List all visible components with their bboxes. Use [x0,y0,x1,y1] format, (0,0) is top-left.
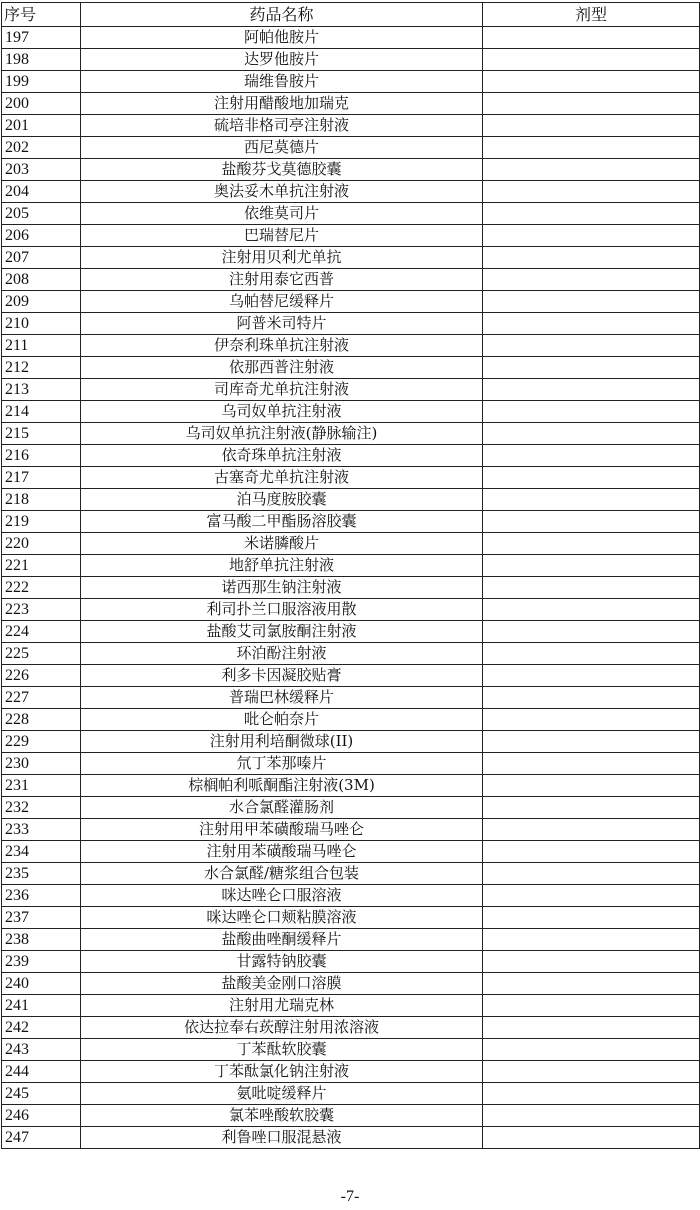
row-dosage-form [483,797,700,819]
row-index: 240 [2,973,81,995]
table-row [2,599,700,621]
row-drug-name: 乌司奴单抗注射液 [81,401,483,423]
row-drug-name: 丁苯酞软胶囊 [81,1039,483,1061]
table-row [2,819,700,841]
row-dosage-form [483,335,700,357]
row-dosage-form [483,929,700,951]
row-index: 224 [2,621,81,643]
row-index: 225 [2,643,81,665]
table-row [2,1083,700,1105]
row-index: 231 [2,775,81,797]
row-index: 230 [2,753,81,775]
row-dosage-form [483,159,700,181]
row-drug-name: 注射用苯磺酸瑞马唑仑 [81,841,483,863]
row-drug-name: 注射用利培酮微球(II) [81,731,483,753]
row-drug-name: 盐酸芬戈莫德胶囊 [81,159,483,181]
row-index: 202 [2,137,81,159]
row-drug-name: 咪达唑仑口颊粘膜溶液 [81,907,483,929]
row-drug-name: 注射用贝利尤单抗 [81,247,483,269]
row-drug-name: 盐酸曲唑酮缓释片 [81,929,483,951]
row-index: 243 [2,1039,81,1061]
row-index: 222 [2,577,81,599]
table-row [2,511,700,533]
row-drug-name: 乌帕替尼缓释片 [81,291,483,313]
row-dosage-form [483,357,700,379]
row-index: 219 [2,511,81,533]
row-drug-name: 西尼莫德片 [81,137,483,159]
row-drug-name: 利鲁唑口服混悬液 [81,1127,483,1149]
table-row [2,379,700,401]
row-drug-name: 盐酸艾司氯胺酮注射液 [81,621,483,643]
table-row [2,665,700,687]
row-dosage-form [483,401,700,423]
row-drug-name: 注射用尤瑞克林 [81,995,483,1017]
row-index: 211 [2,335,81,357]
table-row [2,951,700,973]
table-row [2,445,700,467]
table-row [2,533,700,555]
table-row [2,269,700,291]
table-row [2,247,700,269]
row-dosage-form [483,379,700,401]
row-index: 236 [2,885,81,907]
table-row [2,621,700,643]
table-row [2,423,700,445]
row-index: 207 [2,247,81,269]
row-index: 232 [2,797,81,819]
row-index: 218 [2,489,81,511]
table-row [2,291,700,313]
row-drug-name: 阿普米司特片 [81,313,483,335]
row-drug-name: 巴瑞替尼片 [81,225,483,247]
row-drug-name: 注射用甲苯磺酸瑞马唑仑 [81,819,483,841]
row-index: 204 [2,181,81,203]
row-dosage-form [483,577,700,599]
row-dosage-form [483,951,700,973]
row-index: 209 [2,291,81,313]
row-index: 220 [2,533,81,555]
row-index: 238 [2,929,81,951]
row-drug-name: 奥法妥木单抗注射液 [81,181,483,203]
row-dosage-form [483,181,700,203]
row-dosage-form [483,621,700,643]
row-index: 237 [2,907,81,929]
table-row [2,1127,700,1149]
row-index: 241 [2,995,81,1017]
row-index: 235 [2,863,81,885]
table-row [2,907,700,929]
row-index: 198 [2,49,81,71]
row-dosage-form [483,841,700,863]
row-dosage-form [483,995,700,1017]
row-drug-name: 泊马度胺胶囊 [81,489,483,511]
row-index: 206 [2,225,81,247]
header-drug-name: 药品名称 [81,3,483,27]
row-drug-name: 吡仑帕奈片 [81,709,483,731]
table-row [2,71,700,93]
row-dosage-form [483,665,700,687]
row-drug-name: 阿帕他胺片 [81,27,483,49]
row-index: 239 [2,951,81,973]
table-row [2,93,700,115]
row-index: 199 [2,71,81,93]
row-dosage-form [483,511,700,533]
row-drug-name: 伊奈利珠单抗注射液 [81,335,483,357]
row-index: 201 [2,115,81,137]
row-drug-name: 氯苯唑酸软胶囊 [81,1105,483,1127]
row-drug-name: 利多卡因凝胶贴膏 [81,665,483,687]
row-drug-name: 依奇珠单抗注射液 [81,445,483,467]
drug-table [1,2,700,1149]
row-drug-name: 丁苯酞氯化钠注射液 [81,1061,483,1083]
row-dosage-form [483,489,700,511]
row-dosage-form [483,291,700,313]
table-row [2,577,700,599]
row-dosage-form [483,247,700,269]
row-index: 245 [2,1083,81,1105]
row-drug-name: 环泊酚注射液 [81,643,483,665]
row-dosage-form [483,49,700,71]
row-dosage-form [483,269,700,291]
table-row [2,225,700,247]
row-index: 203 [2,159,81,181]
row-dosage-form [483,555,700,577]
table-row [2,731,700,753]
row-dosage-form [483,225,700,247]
row-dosage-form [483,137,700,159]
table-row [2,885,700,907]
table-row [2,929,700,951]
table-header-row [2,3,700,27]
row-drug-name: 水合氯醛灌肠剂 [81,797,483,819]
row-dosage-form [483,1039,700,1061]
table-row [2,1061,700,1083]
table-row [2,137,700,159]
table-row [2,643,700,665]
table-row [2,159,700,181]
row-index: 226 [2,665,81,687]
row-index: 205 [2,203,81,225]
table-row [2,797,700,819]
row-dosage-form [483,643,700,665]
row-dosage-form [483,709,700,731]
row-dosage-form [483,313,700,335]
row-index: 214 [2,401,81,423]
row-dosage-form [483,907,700,929]
row-dosage-form [483,1083,700,1105]
row-drug-name: 诺西那生钠注射液 [81,577,483,599]
row-index: 197 [2,27,81,49]
row-index: 242 [2,1017,81,1039]
row-drug-name: 瑞维鲁胺片 [81,71,483,93]
document-page [1,2,699,1149]
table-row [2,775,700,797]
table-row [2,841,700,863]
row-drug-name: 氘丁苯那嗪片 [81,753,483,775]
row-index: 221 [2,555,81,577]
table-row [2,687,700,709]
row-drug-name: 达罗他胺片 [81,49,483,71]
table-row [2,313,700,335]
row-drug-name: 米诺膦酸片 [81,533,483,555]
row-dosage-form [483,203,700,225]
row-dosage-form [483,687,700,709]
row-index: 246 [2,1105,81,1127]
row-drug-name: 盐酸美金刚口溶膜 [81,973,483,995]
row-dosage-form [483,93,700,115]
row-index: 210 [2,313,81,335]
row-index: 212 [2,357,81,379]
row-dosage-form [483,27,700,49]
row-index: 216 [2,445,81,467]
table-row [2,467,700,489]
row-drug-name: 依维莫司片 [81,203,483,225]
row-dosage-form [483,599,700,621]
row-dosage-form [483,753,700,775]
row-drug-name: 咪达唑仑口服溶液 [81,885,483,907]
row-drug-name: 注射用泰它西普 [81,269,483,291]
row-dosage-form [483,775,700,797]
row-drug-name: 乌司奴单抗注射液(静脉输注) [81,423,483,445]
row-index: 233 [2,819,81,841]
row-drug-name: 水合氯醛/糖浆组合包装 [81,863,483,885]
row-drug-name: 氨吡啶缓释片 [81,1083,483,1105]
row-index: 227 [2,687,81,709]
table-row [2,401,700,423]
row-index: 228 [2,709,81,731]
row-dosage-form [483,445,700,467]
row-dosage-form [483,467,700,489]
table-row [2,489,700,511]
table-row [2,555,700,577]
table-row [2,1017,700,1039]
row-dosage-form [483,1105,700,1127]
table-row [2,863,700,885]
table-row [2,995,700,1017]
table-row [2,181,700,203]
row-dosage-form [483,71,700,93]
row-dosage-form [483,973,700,995]
row-dosage-form [483,115,700,137]
row-drug-name: 利司扑兰口服溶液用散 [81,599,483,621]
row-index: 215 [2,423,81,445]
row-drug-name: 富马酸二甲酯肠溶胶囊 [81,511,483,533]
row-index: 217 [2,467,81,489]
row-dosage-form [483,863,700,885]
row-dosage-form [483,533,700,555]
row-drug-name: 依达拉奉右莰醇注射用浓溶液 [81,1017,483,1039]
table-row [2,27,700,49]
row-index: 223 [2,599,81,621]
row-dosage-form [483,1061,700,1083]
table-row [2,357,700,379]
row-index: 247 [2,1127,81,1149]
row-drug-name: 依那西普注射液 [81,357,483,379]
row-index: 229 [2,731,81,753]
row-drug-name: 地舒单抗注射液 [81,555,483,577]
row-drug-name: 司库奇尤单抗注射液 [81,379,483,401]
row-dosage-form [483,731,700,753]
row-drug-name: 甘露特钠胶囊 [81,951,483,973]
row-drug-name: 硫培非格司亭注射液 [81,115,483,137]
row-index: 208 [2,269,81,291]
row-index: 200 [2,93,81,115]
row-dosage-form [483,885,700,907]
table-row [2,709,700,731]
page-number: -7- [340,1188,360,1205]
table-row [2,753,700,775]
row-dosage-form [483,1127,700,1149]
row-drug-name: 普瑞巴林缓释片 [81,687,483,709]
table-row [2,1105,700,1127]
table-row [2,115,700,137]
row-index: 244 [2,1061,81,1083]
table-row [2,1039,700,1061]
header-index: 序号 [2,3,81,27]
table-row [2,335,700,357]
row-dosage-form [483,423,700,445]
header-dosage-form: 剂型 [483,3,700,27]
row-index: 234 [2,841,81,863]
row-drug-name: 注射用醋酸地加瑞克 [81,93,483,115]
row-drug-name: 古塞奇尤单抗注射液 [81,467,483,489]
table-row [2,49,700,71]
row-drug-name: 棕榈帕利哌酮酯注射液(3M) [81,775,483,797]
table-row [2,203,700,225]
row-dosage-form [483,1017,700,1039]
row-dosage-form [483,819,700,841]
table-body [2,27,700,1149]
table-row [2,973,700,995]
row-index: 213 [2,379,81,401]
